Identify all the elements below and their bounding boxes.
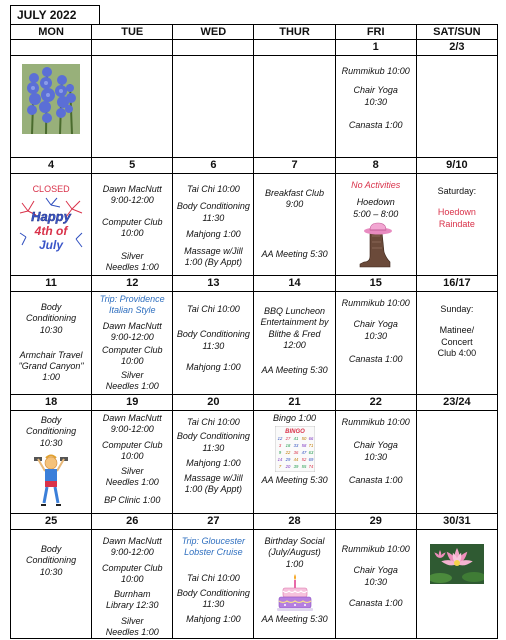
day-cell [92,530,173,639]
svg-text:66: 66 [308,436,313,442]
event: Mahjong 1:00 [186,614,241,625]
event: Computer Club 10:00 [101,562,163,584]
week2-events [11,174,498,276]
event: Rummikub 10:00 [341,417,410,427]
event: Body Conditioning 10:30 [26,302,77,335]
svg-text:55: 55 [301,464,306,470]
birthday-cake-icon [277,572,313,612]
event: Tai Chi 10:00 [187,304,240,314]
cowboy-boot-hat-icon [356,222,396,268]
calendar-grid [10,24,498,639]
water-lily-photo [430,544,484,584]
day-cell [416,530,497,639]
svg-text:29: 29 [285,457,290,463]
svg-text:9: 9 [278,450,281,456]
event: Mahjong 1:00 [186,361,241,372]
svg-text:22: 22 [285,450,290,456]
event: Burnham Library 12:30 [105,589,159,611]
day-header-thur: THUR [254,25,335,40]
event: Matinee/ Concert Club 4:00 [437,325,477,358]
day-cell [335,530,416,639]
day-cell [11,174,92,276]
week4-events [11,411,498,514]
fourth-text: 4th of [34,224,68,239]
event: Dawn MacNutt 9:00-12:00 [102,536,162,558]
event: BP Clinic 1:00 [104,494,161,505]
date-cell: 25 [11,514,92,530]
july-text: July [39,238,64,253]
date-cell: 21 [254,395,335,411]
happy-4th-of-july-graphic [18,197,84,255]
event: Body Conditioning 10:30 [26,415,77,448]
date-cell: 5 [92,158,173,174]
event: Canasta 1:00 [348,353,403,364]
event: Massage w/Jill 1:00 (By Appt) [184,473,243,495]
date-cell: 13 [173,276,254,292]
day-cell [416,292,497,395]
week4-dates [11,395,498,411]
date-cell: 2/3 [416,40,497,56]
event: Silver Needles 1:00 [105,466,159,488]
svg-text:7: 7 [278,464,281,470]
event: Rummikub 10:00 [341,298,410,308]
event: Rummikub 10:00 [341,66,410,76]
event: Body Conditioning 11:30 [176,201,250,223]
bingo-card-graphic [275,426,315,472]
date-cell: 22 [335,395,416,411]
event: Mahjong 1:00 [186,457,241,468]
week5-dates [11,514,498,530]
event: Tai Chi 10:00 [187,184,240,194]
bingo-card-header: BINGO [284,429,305,436]
svg-text:69: 69 [308,457,313,463]
svg-text:74: 74 [308,464,313,470]
event: AA Meeting 5:30 [261,248,328,259]
day-cell [335,174,416,276]
svg-text:27: 27 [285,436,290,442]
day-cell [173,174,254,276]
event: Dawn MacNutt 9:00-12:00 [102,320,162,342]
svg-text:36: 36 [293,450,298,456]
event: No Activities [351,180,401,190]
event: AA Meeting 5:30 [261,365,328,375]
day-header-row [11,25,498,40]
svg-text:71: 71 [308,443,313,449]
week5-events [11,530,498,639]
day-cell [11,530,92,639]
svg-text:52: 52 [301,457,306,463]
date-cell: 23/24 [416,395,497,411]
event: Body Conditioning 10:30 [26,544,77,577]
trip-event: Trip: Gloucester Lobster Cruise [181,536,246,558]
svg-text:20: 20 [285,464,290,470]
day-cell [416,411,497,514]
event: Canasta 1:00 [348,119,403,130]
date-cell [11,40,92,56]
date-cell: 15 [335,276,416,292]
event: AA Meeting 5:30 [261,475,328,486]
week3-events [11,292,498,395]
date-cell: 11 [11,276,92,292]
exercise-figure-dumbbells-icon [33,451,69,509]
date-cell: 16/17 [416,276,497,292]
event: Computer Club 10:00 [101,345,163,367]
week1-events [11,56,498,158]
date-cell: 30/31 [416,514,497,530]
date-cell: 26 [92,514,173,530]
event: AA Meeting 5:30 [261,613,328,624]
date-cell: 9/10 [416,158,497,174]
date-cell: 27 [173,514,254,530]
day-cell [254,411,335,514]
event: Saturday: [437,186,477,196]
event: Body Conditioning 11:30 [176,587,250,609]
event: Sunday: [440,304,474,314]
day-header-fri: FRI [335,25,416,40]
event: Tai Chi 10:00 [187,417,240,427]
day-cell [173,411,254,514]
event: Tai Chi 10:00 [187,572,240,583]
day-cell [11,292,92,395]
event: Chair Yoga 10:30 [353,85,398,107]
date-cell: 8 [335,158,416,174]
closed-label: CLOSED [32,184,70,194]
week3-dates [11,276,498,292]
svg-text:63: 63 [308,450,313,456]
event: Chair Yoga 10:30 [353,319,398,341]
date-cell [254,40,335,56]
day-cell [335,56,416,158]
day-cell [92,174,173,276]
svg-text:50: 50 [301,436,306,442]
day-cell [11,56,92,158]
day-header-tue: TUE [92,25,173,40]
day-cell [173,56,254,158]
date-cell: 28 [254,514,335,530]
event: Silver Needles 1:00 [105,251,159,273]
day-cell [173,530,254,639]
date-cell: 29 [335,514,416,530]
event: BBQ Luncheon Entertainment by Blithe & Fred 12:00 [260,306,329,350]
svg-text:14: 14 [277,457,282,463]
event: Bingo 1:00 [273,413,317,423]
day-header-mon: MON [11,25,92,40]
date-cell: 1 [335,40,416,56]
event: Silver Needles 1:00 [105,615,159,637]
event: Computer Club 10:00 [101,216,163,238]
svg-text:41: 41 [293,436,298,442]
day-cell [254,292,335,395]
svg-text:18: 18 [285,443,290,449]
day-cell [173,292,254,395]
happy-text: Happy [31,209,71,225]
day-cell [254,530,335,639]
event: Canasta 1:00 [348,597,403,608]
day-cell [254,174,335,276]
day-cell [92,292,173,395]
event: Mahjong 1:00 [186,228,241,239]
week1-dates [11,40,498,56]
day-cell [416,56,497,158]
event: Hoedown Raindate [437,207,476,229]
day-cell [416,174,497,276]
date-cell: 6 [173,158,254,174]
date-cell: 18 [11,395,92,411]
date-cell: 12 [92,276,173,292]
event: Birthday Social (July/August) 1:00 [264,536,325,569]
svg-text:12: 12 [277,436,282,442]
calendar-title: JULY 2022 [10,5,100,24]
event: Canasta 1:00 [348,474,403,485]
day-cell [254,56,335,158]
svg-text:33: 33 [293,443,298,449]
svg-text:3: 3 [278,443,281,449]
svg-text:58: 58 [301,443,306,449]
event: Dawn MacNutt 9:00-12:00 [102,413,162,435]
day-cell [11,411,92,514]
event: Massage w/Jill 1:00 (By Appt) [184,246,243,268]
event: Computer Club 10:00 [101,439,163,461]
event: Breakfast Club 9:00 [265,188,325,210]
event: Armchair Travel "Grand Canyon" 1:00 [18,349,84,383]
day-cell [335,292,416,395]
day-cell [92,411,173,514]
event: Hoedown 5:00 – 8:00 [353,197,399,219]
event: Chair Yoga 10:30 [353,440,398,462]
event: Chair Yoga 10:30 [353,565,398,587]
svg-text:44: 44 [293,457,298,463]
event: Dawn MacNutt 9:00-12:00 [102,184,162,206]
date-cell: 19 [92,395,173,411]
event: Rummikub 10:00 [341,544,410,554]
date-cell: 14 [254,276,335,292]
trip-event: Trip: Providence Italian Style [99,294,165,316]
date-cell: 20 [173,395,254,411]
day-header-satsun: SAT/SUN [416,25,497,40]
date-cell: 7 [254,158,335,174]
event: Silver Needles 1:00 [105,369,159,391]
svg-text:47: 47 [301,450,306,456]
event: Body Conditioning 11:30 [176,431,250,453]
date-cell: 4 [11,158,92,174]
delphinium-flower-photo [22,64,80,134]
event: Body Conditioning 11:30 [176,329,250,351]
date-cell [173,40,254,56]
week2-dates [11,158,498,174]
date-cell [92,40,173,56]
day-header-wed: WED [173,25,254,40]
day-cell [335,411,416,514]
svg-text:39: 39 [293,464,298,470]
day-cell [92,56,173,158]
